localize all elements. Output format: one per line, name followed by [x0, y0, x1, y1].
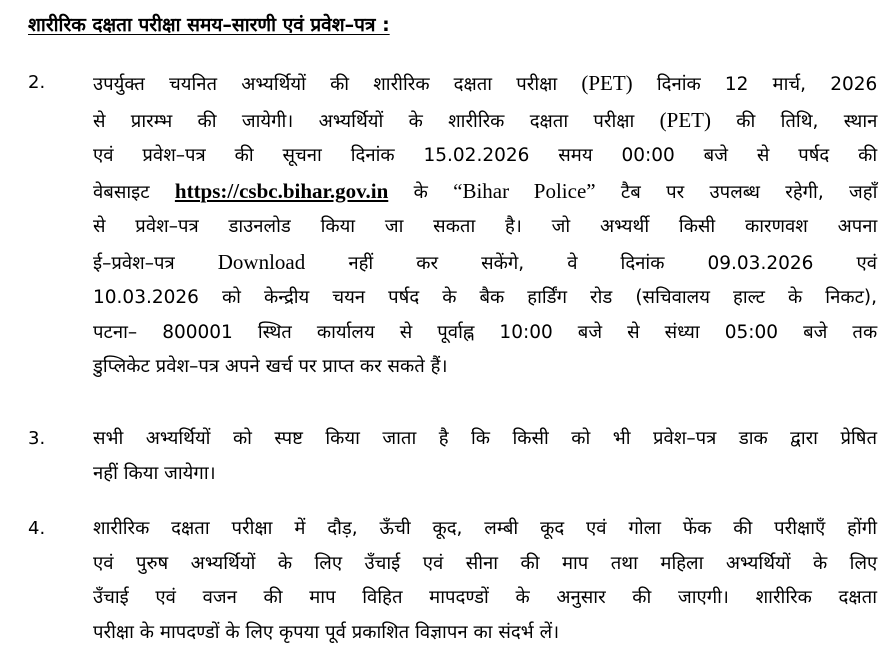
paragraph-number: 2.: [28, 72, 46, 93]
text-line: [93, 66, 877, 103]
text-segment: से प्रारम्भ की जायेगी। अभ्यर्थियों के शारीरिक दक्षता परीक्षा: [93, 110, 660, 132]
paragraph-text: [93, 66, 877, 385]
section-heading: शारीरिक दक्षता परीक्षा समय–सारणी एवं प्रवेश–पत्र :: [28, 14, 390, 36]
text-segment: नहीं कर सकेंगे, वे दिनांक 09.03.2026 एवं: [305, 252, 877, 274]
website-link[interactable]: https://csbc.bihar.gov.in: [174, 178, 389, 203]
text-segment: टैब पर उपलब्ध रहेगी, जहाँ: [595, 181, 878, 203]
text-line: से प्रवेश–पत्र डाउनलोड किया जा सकता है। जो अभ्यर्थी किसी कारणवश अपना: [93, 216, 878, 237]
tab-name: “Bihar Police”: [453, 178, 596, 203]
text-line: एवं पुरुष अभ्यर्थियों के लिए उँचाई एवं सीना की माप तथा महिला अभ्यर्थियों के लिए: [93, 552, 878, 574]
text-line: उँचाई एवं वजन की माप विहित मापदण्डों के अनुसार की जाएगी। शारीरिक दक्षता: [93, 587, 877, 608]
text-line: सभी अभ्यर्थियों को स्पष्ट किया जाता है कि किसी को भी प्रवेश–पत्र डाक द्वारा प्रेषित: [93, 428, 877, 449]
paragraph-4: [0, 512, 889, 657]
text-line: पटना– 800001 स्थित कार्यालय से पूर्वाह्न 10:00 बजे से संध्या 05:00 बजे तक: [93, 321, 878, 343]
text-line: एवं प्रवेश–पत्र की सूचना दिनांक 15.02.2026 समय 00:00 बजे से पर्षद की: [93, 145, 878, 166]
text-line: [93, 245, 877, 282]
text-segment: ई–प्रवेश–पत्र: [93, 252, 218, 274]
paragraph-number: 4.: [28, 518, 46, 539]
paragraph-text: [93, 512, 877, 650]
text-segment: वेबसाइट: [93, 181, 175, 203]
download-word: Download: [217, 249, 306, 274]
text-segment: के: [388, 181, 454, 203]
text-line: [93, 103, 877, 140]
text-line: [93, 174, 877, 211]
paragraph-number: 3.: [28, 428, 46, 449]
text-segment: उपर्युक्त चयनित अभ्यर्थियों की शारीरिक दक्षता परीक्षा: [93, 74, 582, 95]
paragraph-text: [93, 422, 877, 491]
paragraph-3: [0, 422, 889, 494]
text-line: डुप्लिकेट प्रवेश–पत्र अपने खर्च पर प्राप्त कर सकते हैं।: [93, 356, 448, 377]
pet-abbrev: (PET): [581, 71, 633, 95]
text-line: नहीं किया जायेगा।: [93, 462, 216, 484]
text-segment: की तिथि, स्थान: [710, 110, 878, 132]
paragraph-2: [0, 66, 889, 386]
text-segment: दिनांक 12 मार्च, 2026: [632, 74, 878, 95]
pet-abbrev: (PET): [659, 107, 711, 132]
text-line: परीक्षा के मापदण्डों के लिए कृपया पूर्व प्रकाशित विज्ञापन का संदर्भ लें।: [93, 621, 560, 643]
text-line: शारीरिक दक्षता परीक्षा में दौड़, ऊँची कूद, लम्बी कूद एवं गोला फेंक की परीक्षाएँ होंगी: [93, 518, 877, 539]
text-line: 10.03.2026 को केन्द्रीय चयन पर्षद के बैक हार्डिंग रोड (सचिवालय हाल्ट के निकट),: [93, 287, 878, 308]
